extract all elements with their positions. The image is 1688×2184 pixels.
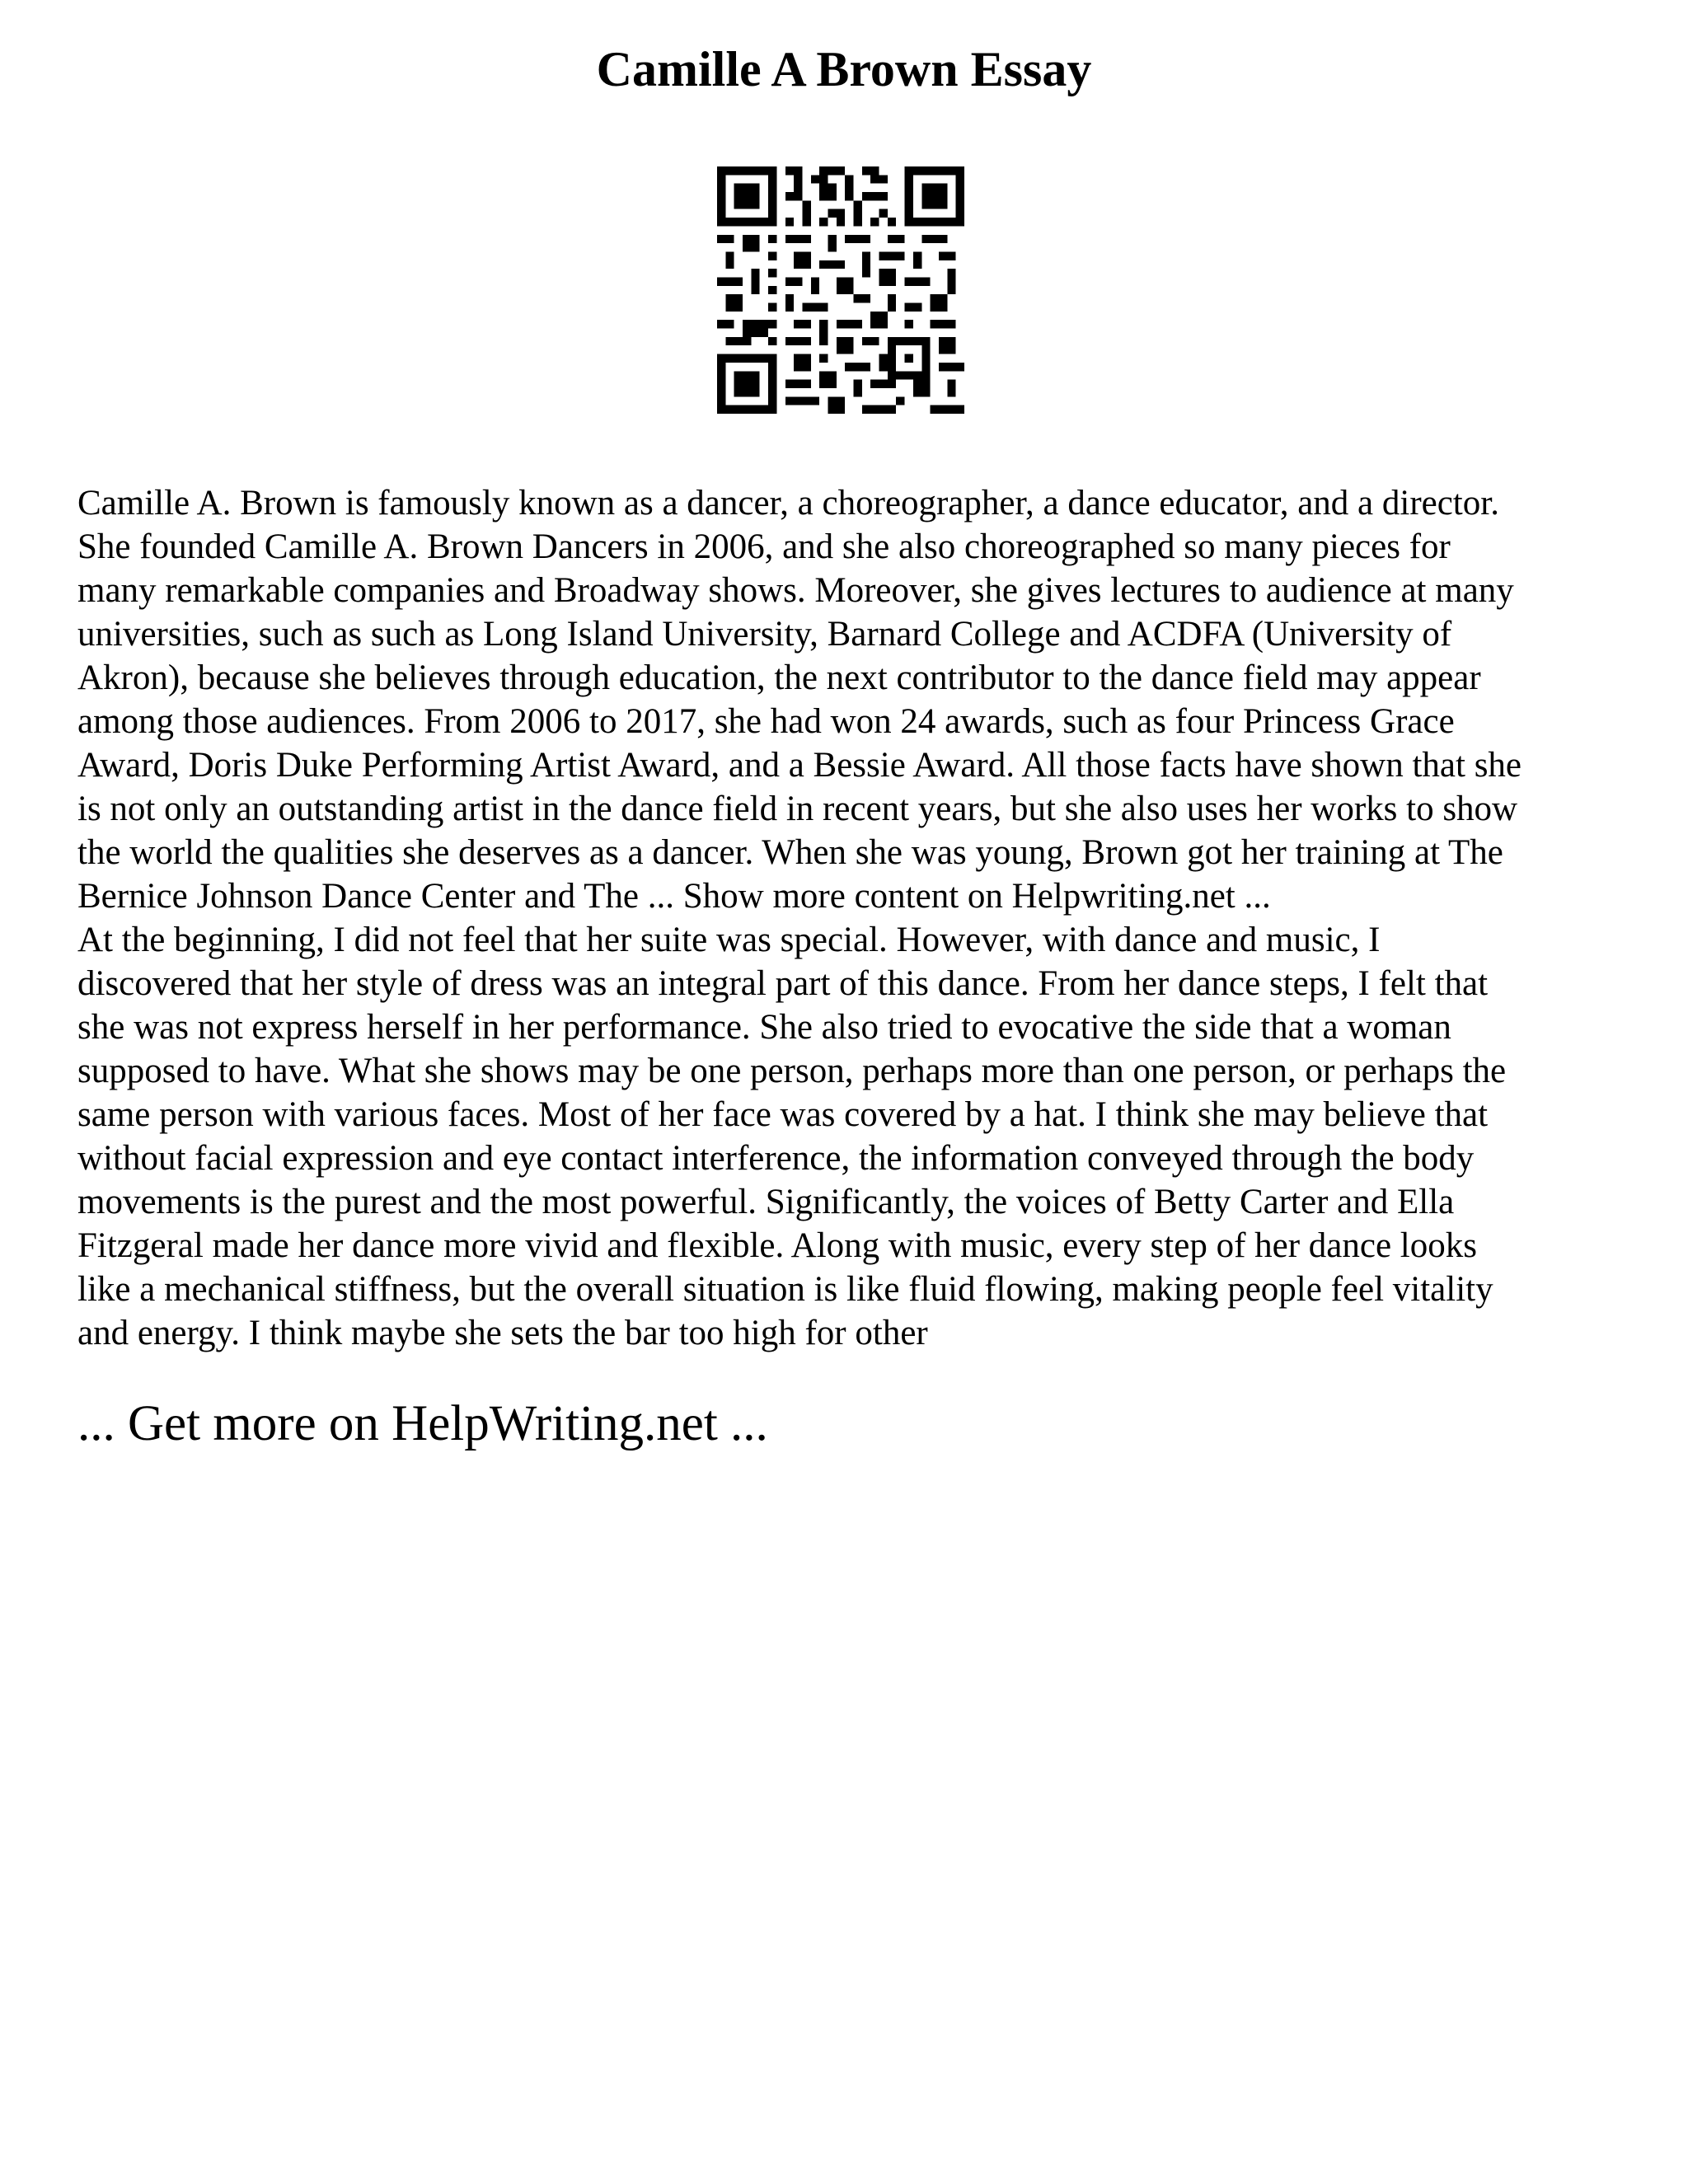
essay-paragraph-1	[77, 481, 1627, 918]
text-line: At the beginning, I did not feel that her suite was special. However, with dance and music, I	[77, 921, 1381, 959]
text-line: Camille A. Brown is famously known as a dancer, a choreographer, a dance educator, and a director.	[77, 484, 1499, 523]
text-line: and energy. I think maybe she sets the bar too high for other	[77, 1314, 928, 1352]
text-line: without facial expression and eye contact interference, the information conveyed through the body	[77, 1139, 1475, 1178]
text-line: Bernice Johnson Dance Center and The ... Show more content on Helpwriting.net ...	[77, 877, 1271, 916]
text-line: among those audiences. From 2006 to 2017, she had won 24 awards, such as four Princess Grace	[77, 702, 1455, 741]
text-line: Akron), because she believes through education, the next contributor to the dance field may appear	[77, 658, 1481, 697]
text-line: She founded Camille A. Brown Dancers in 2006, and she also choreographed so many pieces for	[77, 527, 1451, 566]
page-title: Camille A Brown Essay	[596, 42, 1092, 96]
qr-code-icon	[717, 166, 964, 414]
text-line: Fitzgeral made her dance more vivid and flexible. Along with music, every step of her dance looks	[77, 1226, 1477, 1265]
text-line: supposed to have. What she shows may be one person, perhaps more than one person, or perhaps the	[77, 1052, 1507, 1090]
text-line: the world the qualities she deserves as a dancer. When she was young, Brown got her training at The	[77, 833, 1503, 872]
text-line: is not only an outstanding artist in the dance field in recent years, but she also uses her works to show	[77, 790, 1518, 828]
essay-body	[77, 481, 1627, 1355]
text-line: universities, such as such as Long Island University, Barnard College and ACDFA (University of	[77, 615, 1452, 654]
text-line: many remarkable companies and Broadway shows. Moreover, she gives lectures to audience at many	[77, 571, 1514, 610]
text-line: Award, Doris Duke Performing Artist Award, and a Bessie Award. All those facts have shown that she	[77, 746, 1522, 785]
text-line: she was not express herself in her performance. She also tried to evocative the side that a woman	[77, 1008, 1451, 1047]
text-line: like a mechanical stiffness, but the overall situation is like fluid flowing, making people feel vitality	[77, 1270, 1493, 1309]
text-line: discovered that her style of dress was an integral part of this dance. From her dance steps, I felt that	[77, 964, 1489, 1003]
text-line: same person with various faces. Most of her face was covered by a hat. I think she may believe that	[77, 1095, 1489, 1134]
text-line: movements is the purest and the most powerful. Significantly, the voices of Betty Carter and Ella	[77, 1183, 1455, 1221]
get-more-link[interactable]: ... Get more on HelpWriting.net ...	[77, 1396, 768, 1451]
essay-paragraph-2	[77, 918, 1627, 1355]
